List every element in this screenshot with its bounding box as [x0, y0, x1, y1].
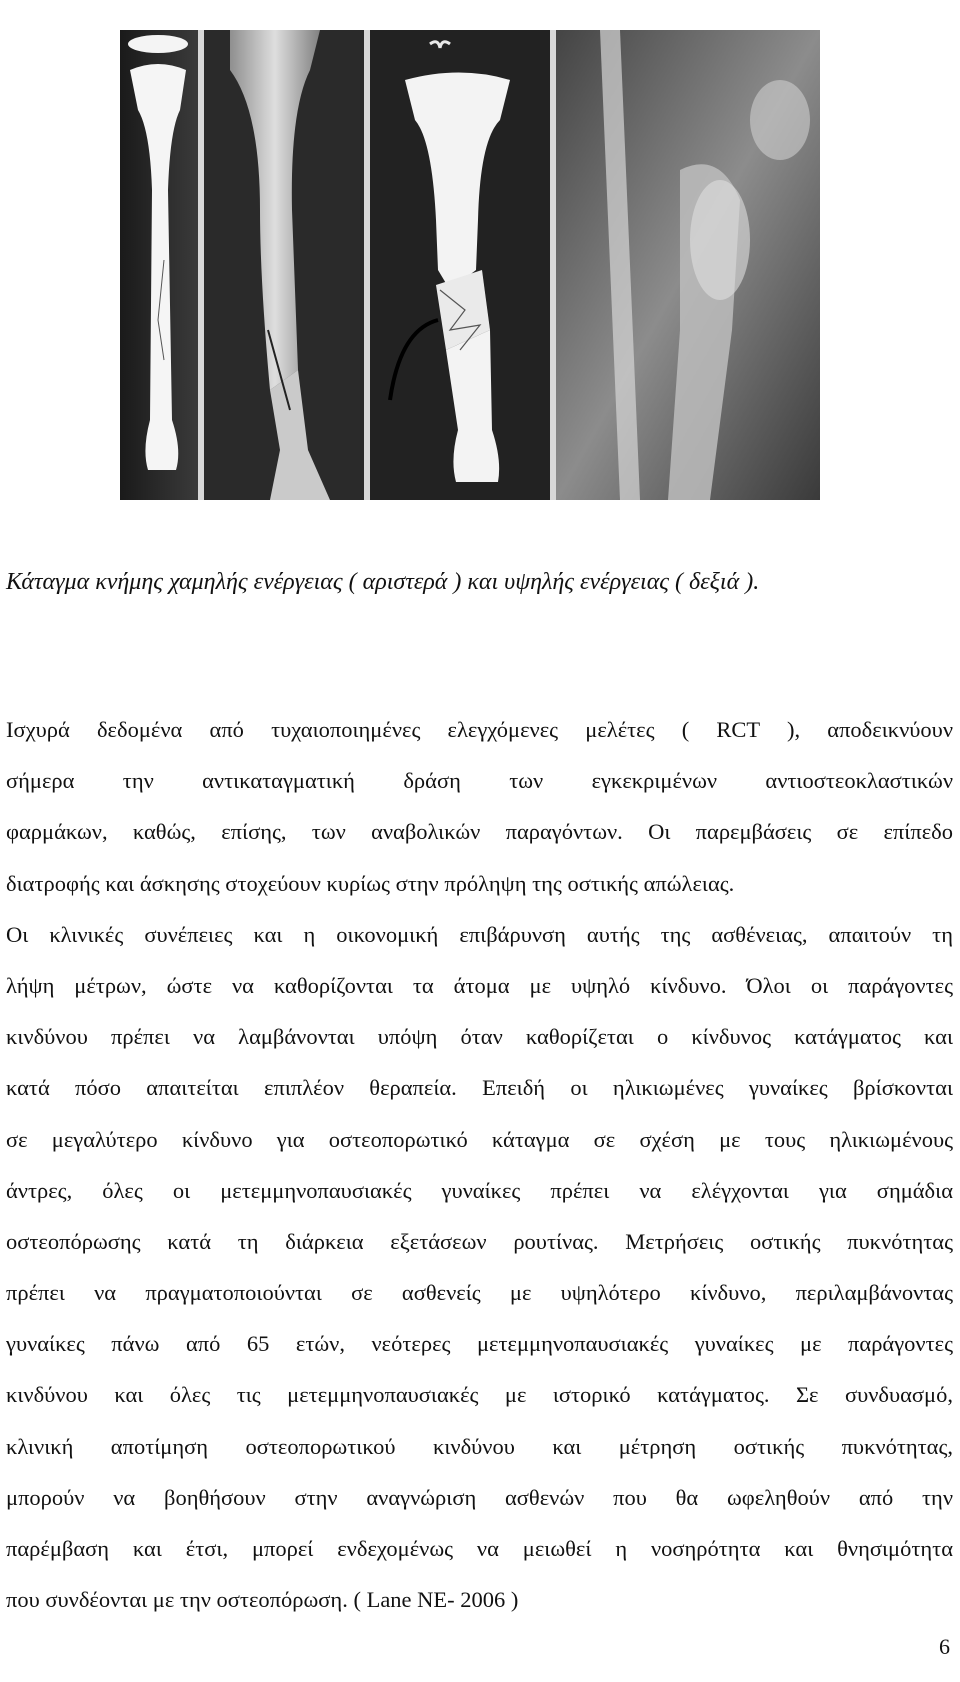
paragraph-line: Ισχυρά δεδομένα από τυχαιοποιημένες ελεγχόμενες μελέτες ( RCT ), αποδεικνύουν — [6, 717, 953, 742]
paragraph-line: παρέμβαση και έτσι, μπορεί ενδεχομένως να μειωθεί η νοσηρότητα και θνησιμότητα — [6, 1536, 953, 1561]
figure-caption: Κάταγμα κνήμης χαμηλής ενέργειας ( αριστερά ) και υψηλής ενέργειας ( δεξιά ). — [6, 569, 760, 595]
paragraph-line: που συνδέονται με την οστεοπόρωση. ( Lane NE- 2006 ) — [6, 1587, 519, 1613]
paragraph-line: κινδύνου και όλες τις μετεμμηνοπαυσιακές με ιστορικό κατάγματος. Σε συνδυασμό, — [6, 1382, 953, 1408]
paragraph-line: σήμερα την αντικαταγματική δράση των εγκεκριμένων αντιοστεοκλαστικών — [6, 768, 953, 794]
paragraph-line: κατά πόσο απαιτείται επιπλέον θεραπεία. Επειδή οι ηλικιωμένες γυναίκες βρίσκονται — [6, 1075, 953, 1101]
paragraph-line: διατροφής και άσκησης στοχεύουν κυρίως στην πρόληψη της οστικής απώλειας. — [6, 870, 735, 896]
paragraph-line: λήψη μέτρων, ώστε να καθορίζονται τα άτομα με υψηλό κίνδυνο. Όλοι οι παράγοντες — [6, 972, 953, 998]
paragraph-line: Οι κλινικές συνέπειες και η οικονομική επιβάρυνση αυτής της ασθένειας, απαιτούν τη — [6, 921, 953, 947]
xray-tibia-fractures-icon — [120, 30, 820, 500]
body-paragraph — [6, 704, 953, 1625]
paragraph-line: οστεοπόρωσης κατά τη διάρκεια εξετάσεων ρουτίνας. Μετρήσεις οστικής πυκνότητας — [6, 1228, 953, 1254]
paragraph-line: άντρες, όλες οι μετεμμηνοπαυσιακές γυναίκες πρέπει να ελέγχονται για σημάδια — [6, 1177, 953, 1203]
paragraph-line: φαρμάκων, καθώς, επίσης, των αναβολικών παραγόντων. Οι παρεμβάσεις σε επίπεδο — [6, 819, 953, 845]
xray-figure — [120, 30, 820, 500]
paragraph-line: γυναίκες πάνω από 65 ετών, νεότερες μετεμμηνοπαυσιακές γυναίκες με παράγοντες — [6, 1331, 953, 1357]
page-number: 6 — [939, 1634, 950, 1659]
paragraph-line: κλινική αποτίμηση οστεοπορωτικού κινδύνου και μέτρηση οστικής πυκνότητας, — [6, 1433, 953, 1459]
paragraph-line: μπορούν να βοηθήσουν στην αναγνώριση ασθενών που θα ωφεληθούν από την — [6, 1484, 953, 1510]
paragraph-line: σε μεγαλύτερο κίνδυνο για οστεοπορωτικό κάταγμα σε σχέση με τους ηλικιωμένους — [6, 1126, 953, 1152]
paragraph-line: κινδύνου πρέπει να λαμβάνονται υπόψη όταν καθορίζεται ο κίνδυνος κατάγματος και — [6, 1024, 953, 1050]
paragraph-line: πρέπει να πραγματοποιούνται σε ασθενείς με υψηλότερο κίνδυνο, περιλαμβάνοντας — [6, 1280, 953, 1306]
